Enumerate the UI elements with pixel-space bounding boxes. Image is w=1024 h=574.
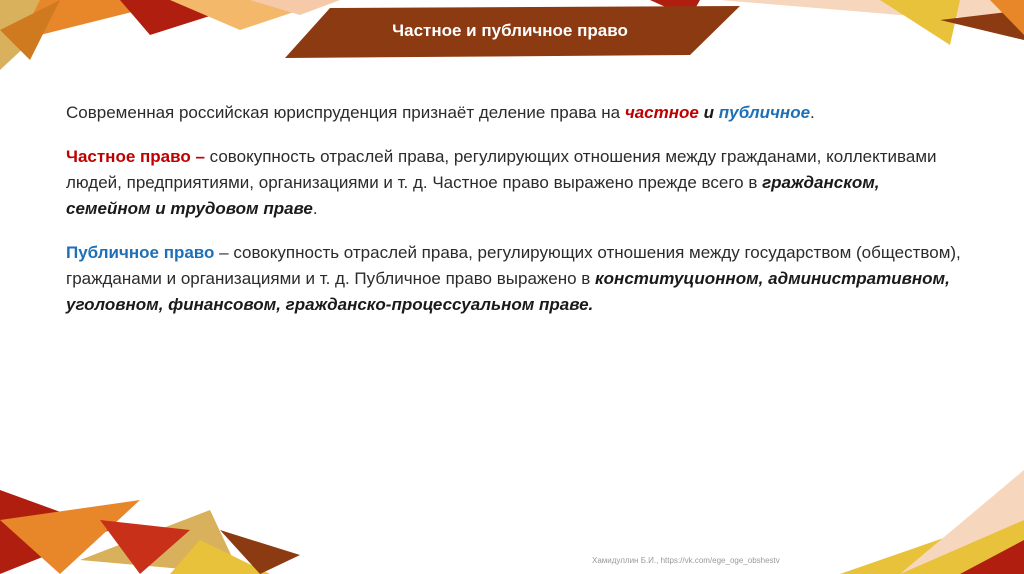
slide-body: [66, 100, 966, 336]
intro-end: .: [810, 103, 815, 122]
private-law-definition: совокупность отраслей права, регулирующих отношения между гражданами, коллективами людей, предприятиями, организациями и т. д. Частное право выражено прежде всего в: [66, 147, 937, 192]
intro-paragraph: [66, 100, 966, 126]
private-law-paragraph: [66, 144, 966, 222]
conjunction: и: [698, 103, 719, 122]
public-law-term: Публичное право: [66, 243, 215, 262]
term-public-inline: публичное: [718, 103, 811, 122]
public-law-branches: конституционном, административном, уголовном, финансовом, гражданско-процессуальном праве.: [66, 269, 950, 314]
private-law-term: Частное право –: [66, 147, 205, 166]
private-law-end: .: [312, 199, 318, 218]
public-law-paragraph: [66, 240, 966, 318]
footer-credit: Хамидуллин Б.И., https://vk.com/ege_oge_obshestv: [592, 556, 780, 565]
term-private-inline: частное: [624, 103, 699, 122]
slide-title: Частное и публичное право: [392, 21, 628, 40]
public-law-definition: – совокупность отраслей права, регулирующих отношения между государством (обществом), гражданами и организациями и т. д. Публичное право выражено в: [66, 243, 961, 288]
intro-text: Современная российская юриспруденция признаёт деление права на: [66, 103, 625, 122]
private-law-branches: гражданском, семейном и трудовом праве: [66, 173, 880, 218]
